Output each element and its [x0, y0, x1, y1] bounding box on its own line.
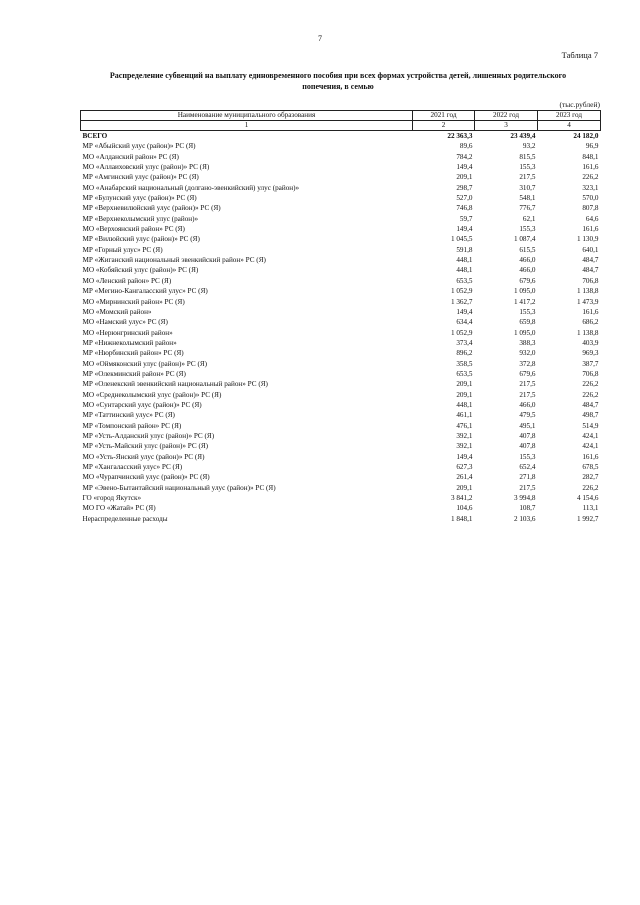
table-header [81, 111, 601, 131]
table-row [81, 514, 601, 524]
table-row [81, 503, 601, 513]
table-row [81, 141, 601, 151]
row-value-2021: 653,5 [456, 276, 473, 285]
table-row [81, 441, 601, 451]
table-row [81, 265, 601, 275]
row-value-2021: 3 841,2 [450, 494, 473, 503]
row-name: МР «Эвено-Бытантайский национальный улус (район)» РС (Я) [82, 483, 276, 492]
row-value-2021: 461,1 [456, 411, 473, 420]
row-value-2021: 149,4 [456, 452, 473, 461]
row-name: МО «Аллаиховский улус (район)» РС (Я) [82, 163, 210, 172]
header-name: Наименование муниципального образования [81, 111, 413, 121]
row-value-2023: 1 130,9 [576, 235, 599, 244]
row-value-2023: 848,1 [582, 152, 599, 161]
row-value-2021: 59,7 [459, 214, 473, 223]
table-row [81, 421, 601, 431]
header-index-3: 3 [475, 121, 538, 131]
row-value-2022: 407,8 [519, 442, 536, 451]
table-row [81, 214, 601, 224]
row-name: МО ГО «Жатай» РС (Я) [82, 504, 156, 513]
row-value-2023: 686,2 [582, 318, 599, 327]
row-name: МР «Хангаласский улус» РС (Я) [82, 463, 183, 471]
header-2022: 2022 год [475, 111, 538, 121]
row-value-2023: 24 182,0 [573, 132, 599, 140]
row-value-2022: 372,8 [519, 359, 536, 368]
row-value-2023: 96,9 [585, 142, 599, 151]
row-value-2023: 403,9 [582, 338, 599, 347]
row-value-2022: 407,8 [519, 431, 536, 440]
row-value-2021: 448,1 [456, 400, 473, 409]
row-value-2021: 149,4 [456, 307, 473, 316]
row-value-2022: 479,5 [519, 411, 536, 420]
row-value-2021: 89,6 [459, 142, 473, 151]
title-line-2: попечения, в семью [302, 82, 374, 91]
row-value-2022: 217,5 [519, 390, 536, 399]
table-body [81, 131, 601, 525]
row-value-2022: 108,7 [519, 504, 536, 513]
row-value-2021: 149,4 [456, 163, 473, 172]
row-value-2022: 23 439,4 [510, 132, 536, 140]
row-value-2021: 591,8 [456, 245, 473, 254]
row-value-2023: 484,7 [582, 256, 599, 265]
row-value-2023: 706,8 [582, 276, 599, 285]
row-value-2022: 1 087,4 [513, 235, 536, 244]
row-value-2023: 161,6 [582, 452, 599, 461]
row-value-2022: 615,5 [519, 245, 536, 254]
row-value-2021: 358,5 [456, 359, 473, 368]
row-value-2021: 448,1 [456, 256, 473, 265]
row-value-2021: 1 052,9 [450, 287, 473, 296]
row-name: ВСЕГО [82, 132, 108, 140]
row-value-2022: 1 095,0 [513, 287, 536, 296]
table-row [81, 338, 601, 348]
row-value-2023: 424,1 [582, 431, 599, 440]
row-name: МР «Нижнеколымский район» [82, 338, 177, 347]
table-row [81, 472, 601, 482]
row-value-2023: 969,3 [582, 349, 599, 358]
table-row [81, 276, 601, 286]
row-value-2022: 1 417,2 [513, 297, 536, 306]
row-value-2021: 1 052,9 [450, 328, 473, 337]
table-row [81, 317, 601, 327]
row-name: МО «Сунтарский улус (район)» РС (Я) [82, 400, 202, 409]
row-value-2021: 1 045,5 [450, 235, 473, 244]
row-value-2022: 815,5 [519, 152, 536, 161]
row-value-2023: 113,1 [582, 504, 599, 513]
row-value-2021: 476,1 [456, 421, 473, 430]
row-value-2022: 155,3 [519, 225, 536, 234]
row-value-2021: 448,1 [456, 266, 473, 275]
row-value-2021: 746,8 [456, 204, 473, 213]
row-name: МР «Вилюйский улус (район)» РС (Я) [82, 235, 200, 244]
table-row [81, 203, 601, 213]
row-value-2022: 217,5 [519, 173, 536, 182]
row-value-2023: 226,2 [582, 380, 599, 389]
row-value-2023: 678,5 [582, 463, 599, 471]
row-value-2023: 64,6 [585, 214, 599, 223]
table-row [81, 286, 601, 296]
row-value-2022: 93,2 [522, 142, 536, 151]
row-name: МР «Амгинский улус (район)» РС (Я) [82, 173, 199, 182]
row-value-2023: 1 473,9 [576, 297, 599, 306]
table-row [81, 359, 601, 369]
row-value-2022: 3 994,8 [513, 494, 536, 503]
row-name: МО «Мирнинский район» РС (Я) [82, 297, 185, 306]
row-value-2023: 424,1 [582, 442, 599, 451]
row-name: МР «Оленекский эвенкийский национальный район» РС (Я) [82, 380, 268, 389]
row-name: МО «Среднеколымский улус (район)» РС (Я) [82, 390, 222, 399]
header-row [81, 111, 601, 121]
row-value-2021: 209,1 [456, 390, 473, 399]
row-value-2022: 217,5 [519, 380, 536, 389]
row-value-2022: 271,8 [519, 473, 536, 482]
document-title [78, 70, 598, 92]
row-value-2022: 2 103,6 [513, 514, 536, 523]
row-value-2023: 484,7 [582, 400, 599, 409]
table-row [81, 172, 601, 182]
row-value-2023: 226,2 [582, 173, 599, 182]
row-value-2023: 484,7 [582, 266, 599, 275]
table-row [81, 328, 601, 338]
row-value-2021: 209,1 [456, 173, 473, 182]
row-value-2023: 161,6 [582, 225, 599, 234]
total-row [81, 131, 601, 142]
row-value-2021: 392,1 [456, 431, 473, 440]
table-row [81, 431, 601, 441]
header-index-2: 2 [413, 121, 475, 131]
table-row [81, 493, 601, 503]
row-name: МР «Мегино-Кангаласский улус» РС (Я) [82, 287, 208, 296]
row-name: МО «Момский район» [82, 307, 152, 316]
row-value-2022: 679,6 [519, 276, 536, 285]
row-value-2021: 373,4 [456, 338, 473, 347]
row-value-2023: 570,0 [582, 194, 599, 203]
table-label: Таблица 7 [561, 50, 598, 60]
row-value-2021: 784,2 [456, 152, 473, 161]
row-name: МР «Булунский улус (район)» РС (Я) [82, 194, 197, 203]
row-value-2021: 896,2 [456, 349, 473, 358]
table-row [81, 297, 601, 307]
row-value-2022: 495,1 [519, 421, 536, 430]
units-note: (тыс.рублей) [559, 100, 600, 109]
row-value-2022: 659,8 [519, 318, 536, 327]
row-value-2023: 640,1 [582, 245, 599, 254]
table-row [81, 224, 601, 234]
row-name: МР «Нюрбинский район» РС (Я) [82, 349, 184, 358]
row-name: МО «Чурапчинский улус (район)» РС (Я) [82, 473, 210, 482]
row-value-2022: 155,3 [519, 307, 536, 316]
table-row [81, 452, 601, 462]
row-value-2023: 226,2 [582, 390, 599, 399]
row-value-2023: 323,1 [582, 183, 599, 192]
table-row [81, 255, 601, 265]
row-value-2021: 653,5 [456, 369, 473, 378]
row-name: ГО «город Якутск» [82, 494, 142, 503]
row-value-2023: 161,6 [582, 163, 599, 172]
row-value-2022: 466,0 [519, 400, 536, 409]
table-row [81, 369, 601, 379]
row-value-2021: 149,4 [456, 225, 473, 234]
row-name: МР «Горный улус» РС (Я) [82, 245, 163, 254]
row-value-2021: 209,1 [456, 380, 473, 389]
title-line-1: Распределение субвенций на выплату единовременного пособия при всех формах устройства детей, лишенных родительского [109, 71, 567, 80]
row-value-2023: 161,6 [582, 307, 599, 316]
row-value-2023: 282,7 [582, 473, 599, 482]
row-value-2022: 217,5 [519, 483, 536, 492]
row-name: МР «Жиганский национальный эвенкийский район» РС (Я) [82, 256, 266, 265]
row-value-2021: 209,1 [456, 483, 473, 492]
row-value-2021: 634,4 [456, 318, 473, 327]
row-value-2022: 932,0 [519, 349, 536, 358]
table-row [81, 348, 601, 358]
row-value-2023: 498,7 [582, 411, 599, 420]
row-value-2022: 62,1 [522, 214, 536, 223]
row-value-2022: 679,6 [519, 369, 536, 378]
row-value-2022: 155,3 [519, 163, 536, 172]
row-value-2021: 392,1 [456, 442, 473, 451]
table-row [81, 234, 601, 244]
table-row [81, 400, 601, 410]
row-value-2023: 807,8 [582, 204, 599, 213]
row-value-2022: 388,3 [519, 338, 536, 347]
header-index-row [81, 121, 601, 131]
row-name: МО «Нерюнгринский район» [82, 328, 173, 337]
row-value-2021: 1 848,1 [450, 514, 473, 523]
row-name: МО «Верхоянский район» РС (Я) [82, 225, 185, 234]
row-value-2021: 298,7 [456, 183, 473, 192]
row-name: МР «Усть-Майский улус (район)» РС (Я) [82, 442, 209, 451]
row-value-2021: 1 362,7 [450, 297, 473, 306]
table-row [81, 162, 601, 172]
table-row [81, 483, 601, 493]
row-name: МР «Таттинский улус» РС (Я) [82, 411, 175, 420]
row-name: МО «Анабарский национальный (долгано-эвенкийский) улус (район)» [82, 183, 300, 192]
header-2021: 2021 год [413, 111, 475, 121]
row-value-2021: 22 363,3 [447, 132, 473, 140]
row-value-2022: 652,4 [519, 463, 536, 471]
row-value-2023: 226,2 [582, 483, 599, 492]
row-value-2022: 466,0 [519, 266, 536, 275]
table-row [81, 410, 601, 420]
row-name: МР «Томпонский район» РС (Я) [82, 421, 182, 430]
row-value-2022: 466,0 [519, 256, 536, 265]
row-value-2023: 1 138,8 [576, 287, 599, 296]
row-value-2022: 776,7 [519, 204, 536, 213]
table-row [81, 152, 601, 162]
row-name: МО «Оймяконский улус (район)» РС (Я) [82, 359, 208, 368]
row-value-2022: 548,1 [519, 194, 536, 203]
row-value-2022: 310,7 [519, 183, 536, 192]
row-value-2021: 527,0 [456, 194, 473, 203]
row-value-2023: 4 154,6 [576, 494, 599, 503]
row-value-2022: 155,3 [519, 452, 536, 461]
row-name: МР «Усть-Алданский улус (район)» РС (Я) [82, 431, 215, 440]
header-index-4: 4 [538, 121, 601, 131]
row-value-2023: 387,7 [582, 359, 599, 368]
header-2023: 2023 год [538, 111, 601, 121]
row-value-2023: 514,9 [582, 421, 599, 430]
row-name: МР «Верхневилюйский улус (район)» РС (Я) [82, 204, 221, 213]
row-value-2023: 1 138,8 [576, 328, 599, 337]
row-name: Нераспределенные расходы [82, 514, 168, 523]
table-row [81, 462, 601, 472]
table-row [81, 245, 601, 255]
table-row [81, 379, 601, 389]
row-value-2023: 1 992,7 [576, 514, 599, 523]
row-name: МО «Намский улус» РС (Я) [82, 318, 168, 327]
page-number: 7 [318, 34, 322, 43]
row-name: МР «Олекминский район» РС (Я) [82, 369, 186, 378]
subsidy-table [80, 110, 601, 524]
header-index-1: 1 [81, 121, 413, 131]
row-name: МР «Верхнеколымский улус (район)» [82, 214, 199, 223]
row-value-2021: 627,3 [456, 463, 473, 471]
table-row [81, 193, 601, 203]
row-value-2023: 706,8 [582, 369, 599, 378]
table-row [81, 390, 601, 400]
row-name: МО «Алданский район» РС (Я) [82, 152, 179, 161]
row-name: МО «Усть-Янский улус (район)» РС (Я) [82, 452, 205, 461]
row-name: МО «Ленский район» РС (Я) [82, 276, 172, 285]
row-name: МР «Абыйский улус (район)» РС (Я) [82, 142, 196, 151]
row-value-2021: 261,4 [456, 473, 473, 482]
row-value-2021: 104,6 [456, 504, 473, 513]
row-name: МО «Кобяйский улус (район)» РС (Я) [82, 266, 199, 275]
table-row [81, 307, 601, 317]
table-row [81, 183, 601, 193]
row-value-2022: 1 095,0 [513, 328, 536, 337]
